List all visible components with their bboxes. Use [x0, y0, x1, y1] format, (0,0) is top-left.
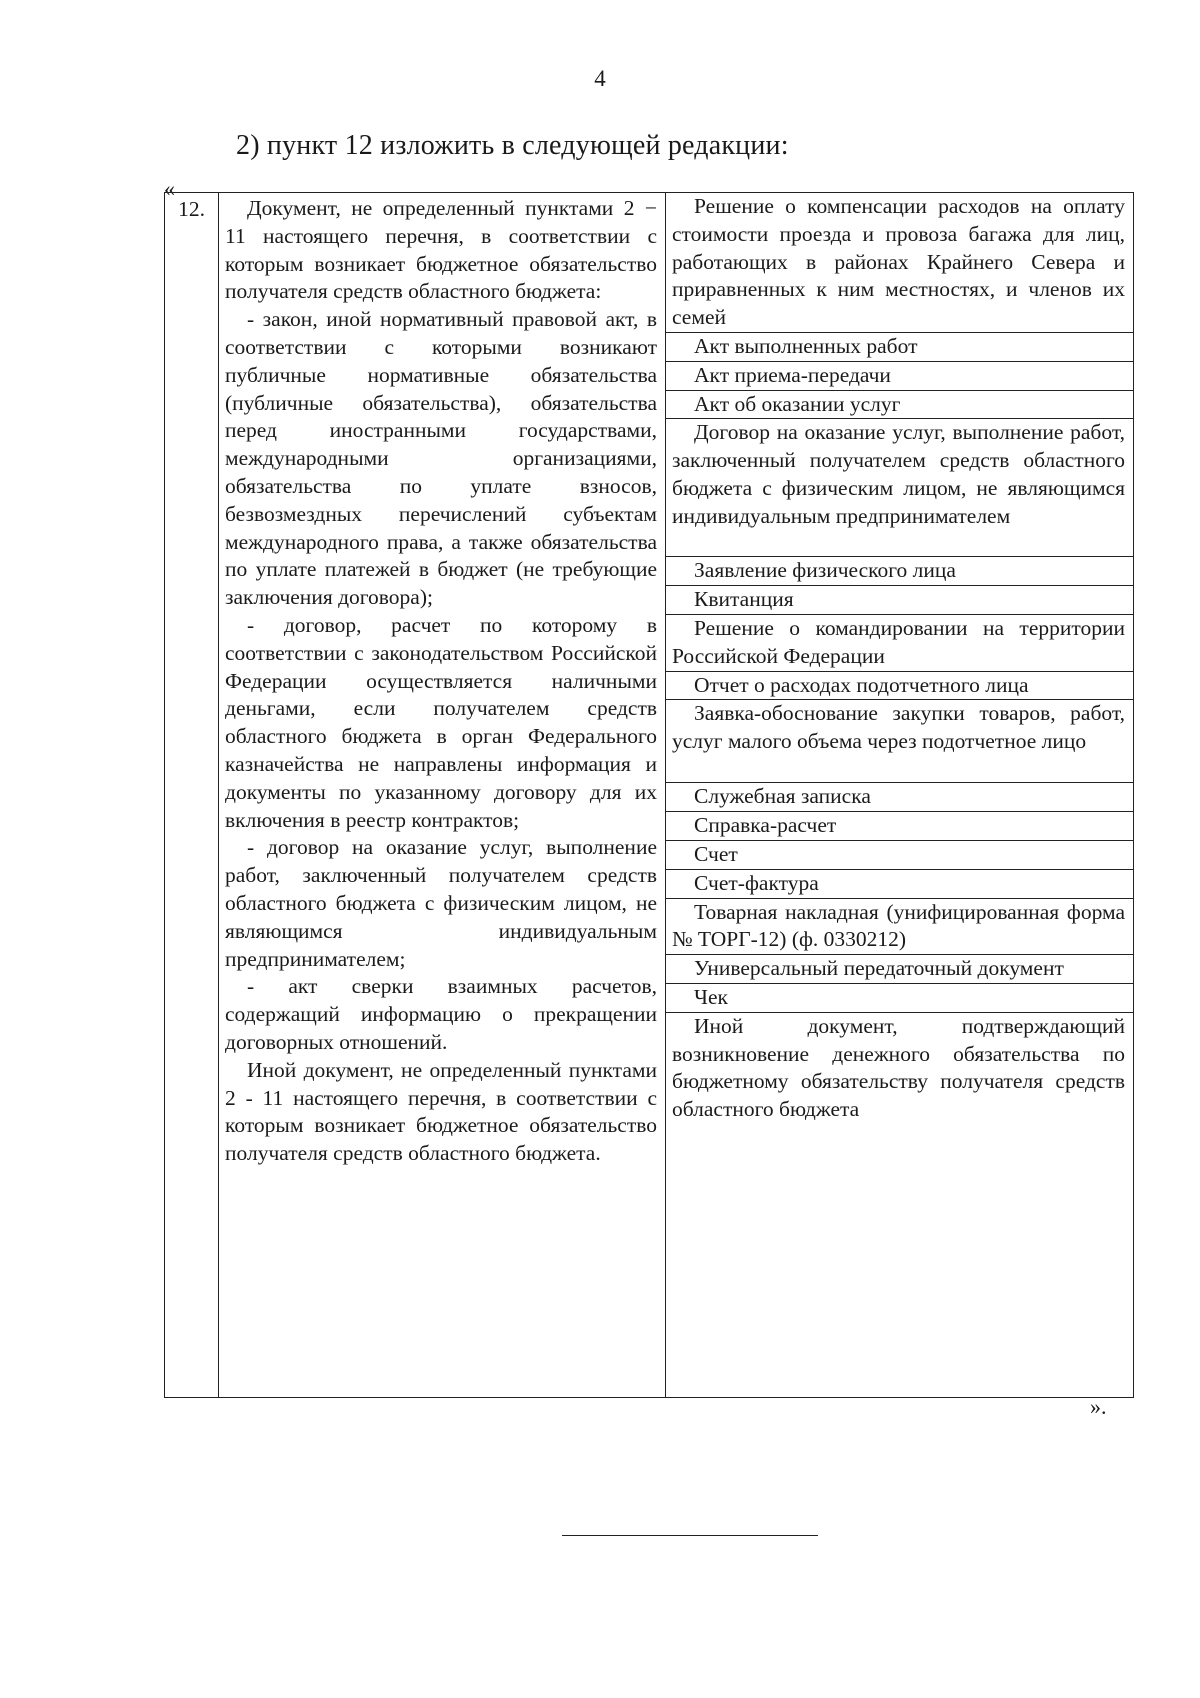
- list-item: Заявка-обоснование закупки товаров, работ, услуг малого объема через подотчетное лицо: [666, 700, 1133, 783]
- document-description-cell: [219, 193, 666, 1398]
- list-item: Служебная записка: [666, 783, 1133, 812]
- list-item: Чек: [666, 983, 1133, 1012]
- list-item: Акт об оказании услуг: [666, 390, 1133, 419]
- list-item: Товарная накладная (унифицированная форма № ТОРГ-12) (ф. 0330212): [666, 898, 1133, 955]
- list-item: Решение о компенсации расходов на оплату стоимости проезда и провоза багажа для лиц, работающих в районах Крайнего Севера и приравненных к ним местностях, и членов их семей: [666, 193, 1133, 332]
- supporting-documents-cell: [666, 193, 1134, 1398]
- description-paragraph: - акт сверки взаимных расчетов, содержащий информацию о прекращении договорных отношений.: [225, 974, 657, 1054]
- table-row: [165, 193, 1134, 1398]
- description-paragraph: - закон, иной нормативный правовой акт, в соответствии с которыми возникают публичные нормативные обязательства (публичные обязательства), обязательства перед иностранными государствами, международными организациями, обязательства по уплате взносов, безвозмездных перечислений субъектам международного права, а также обязательства по уплате платежей в бюджет (не требующие заключения договора);: [225, 307, 657, 610]
- list-item: Универсальный передаточный документ: [666, 955, 1133, 984]
- supporting-documents-list: [666, 193, 1133, 1397]
- separator-line: [562, 1535, 818, 1536]
- item-number: 12.: [165, 193, 219, 1398]
- list-item: Счет: [666, 840, 1133, 869]
- list-item: Договор на оказание услуг, выполнение работ, заключенный получателем средств областного бюджета с физическим лицом, не являющимся индивидуальным предпринимателем: [666, 419, 1133, 557]
- list-item: Счет-фактура: [666, 869, 1133, 898]
- list-item: Отчет о расходах подотчетного лица: [666, 671, 1133, 700]
- description-paragraph: Иной документ, не определенный пунктами 2 - 11 настоящего перечня, в соответствии с которым возникает бюджетное обязательство получателя средств областного бюджета.: [225, 1057, 657, 1166]
- closing-quote: ».: [1090, 1394, 1107, 1419]
- list-item: Справка-расчет: [666, 812, 1133, 841]
- list-item: Акт выполненных работ: [666, 332, 1133, 361]
- page-number: 4: [594, 66, 606, 91]
- list-item: Решение о командировании на территории Российской Федерации: [666, 614, 1133, 671]
- list-item: Акт приема-передачи: [666, 361, 1133, 390]
- list-item: Квитанция: [666, 586, 1133, 615]
- amendment-heading: 2) пункт 12 изложить в следующей редакции:: [236, 130, 789, 161]
- description-paragraph: - договор на оказание услуг, выполнение работ, заключенный получателем средств областного бюджета с физическим лицом, не являющимся индивидуальным предпринимателем;: [225, 835, 657, 971]
- description-paragraph: - договор, расчет по которому в соответствии с законодательством Российской Федерации осуществляется наличными деньгами, если получателем средств областного бюджета в орган Федерального казначейства не направлены информация и документы по указанному договору для их включения в реестр контрактов;: [225, 612, 657, 832]
- amendment-table: [164, 192, 1134, 1398]
- list-item: Иной документ, подтверждающий возникновение денежного обязательства по бюджетному обязательству получателя средств областного бюджета: [672, 1013, 1125, 1122]
- opening-quote: «: [164, 176, 175, 201]
- list-item: Заявление физического лица: [666, 557, 1133, 586]
- description-paragraph: Документ, не определенный пунктами 2 − 11 настоящего перечня, в соответствии с которым возникает бюджетное обязательство получателя средств областного бюджета:: [225, 196, 657, 304]
